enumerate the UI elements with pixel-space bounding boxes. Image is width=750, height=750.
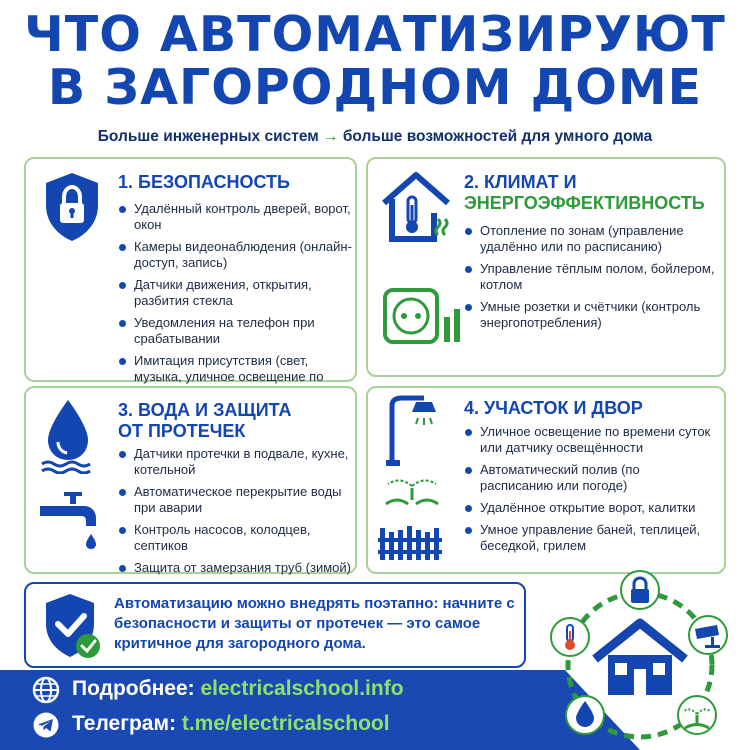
security-title: 1. БЕЗОПАСНОСТЬ: [118, 172, 290, 192]
smart-home-diagram: [545, 565, 735, 750]
street-lamp-icon: [382, 394, 442, 468]
thermometer-icon: [551, 618, 589, 656]
house-thermometer-icon: [378, 169, 454, 245]
sprinkler-small-icon: [678, 696, 716, 734]
subtitle-right: больше возможностей для умного дома: [342, 128, 653, 145]
water-drop-icon: [40, 398, 96, 474]
list-item: Автоматическое перекрытие воды при аварии: [118, 484, 354, 516]
climate-title: [464, 172, 705, 214]
security-list: [118, 201, 354, 407]
sprinkler-icon: [382, 472, 442, 508]
subtitle: [0, 128, 750, 146]
climate-title-line-2: ЭНЕРГОЭФФЕКТИВНОСТЬ: [464, 193, 705, 213]
website-link[interactable]: electricalschool.info: [200, 677, 404, 700]
climate-title-line-1: 2. КЛИМАТ И: [464, 172, 577, 192]
tip-text: Автоматизацию можно внедрять поэтапно: начните с безопасности и защиты от протечек — это самое критичное для загородного дома.: [114, 595, 515, 652]
telegram-link[interactable]: t.me/electricalschool: [181, 712, 390, 735]
list-item: Отопление по зонам (управление удалённо или по расписанию): [464, 223, 716, 255]
list-item: Имитация присутствия (свет, музыка, уличное освещение по: [118, 353, 354, 401]
list-item: Камеры видеонаблюдения (онлайн-доступ, запись): [118, 239, 354, 271]
list-item: Датчики протечки в подвале, кухне, котельной: [118, 446, 354, 478]
list-item: Управление тёплым полом, бойлером, котлом: [464, 261, 716, 293]
subtitle-left: Больше инженерных систем: [97, 128, 319, 145]
title-line-1: ЧТО АВТОМАТИЗИРУЮТ: [24, 6, 726, 63]
card-security: [24, 157, 357, 382]
card-water: [24, 386, 357, 574]
card-yard: [366, 386, 726, 574]
camera-icon: [689, 616, 727, 654]
list-item: Защита от замерзания труб (зимой): [118, 560, 354, 576]
list-item: Автоматический полив (по расписанию или погоде): [464, 462, 716, 494]
list-item: Уведомления на телефон при срабатывании: [118, 315, 354, 347]
list-item: Датчики движения, открытия, разбития стекла: [118, 277, 354, 309]
footer-telegram: [72, 712, 390, 736]
telegram-icon: [32, 711, 60, 739]
list-item: Уличное освещение по времени суток или датчику освещённости: [464, 424, 716, 456]
water-title-line-2: ОТ ПРОТЕЧЕК: [118, 421, 246, 441]
footer-website: [72, 677, 404, 701]
yard-list: [464, 424, 716, 560]
list-item: Контроль насосов, колодцев, септиков: [118, 522, 354, 554]
title-line-2: В ЗАГОРОДНОМ ДОМЕ: [47, 59, 703, 116]
climate-list: [464, 223, 716, 337]
globe-icon: [32, 676, 60, 704]
card-climate: [366, 157, 726, 377]
page-title: [0, 8, 750, 114]
shield-lock-icon: [42, 171, 102, 243]
water-title: [118, 400, 292, 442]
water-list: [118, 446, 354, 582]
drop-icon: [566, 696, 604, 734]
fence-icon: [378, 520, 446, 562]
house-icon: [595, 623, 685, 695]
water-title-line-1: 3. ВОДА И ЗАЩИТА: [118, 400, 292, 420]
lock-icon: [621, 571, 659, 609]
yard-title: 4. УЧАСТОК И ДВОР: [464, 398, 643, 418]
list-item: Умные розетки и счётчики (контроль энергопотребления): [464, 299, 716, 331]
socket-meter-icon: [382, 287, 468, 345]
list-item: Умное управление баней, теплицей, беседкой, грилем: [464, 522, 716, 554]
list-item: Удалённое открытие ворот, калитки: [464, 500, 716, 516]
shield-check-icon: [42, 592, 104, 662]
arrow-icon: →: [323, 128, 339, 145]
website-label: Подробнее:: [72, 677, 195, 700]
list-item: Удалённый контроль дверей, ворот, окон: [118, 201, 354, 233]
telegram-label: Телеграм:: [72, 712, 176, 735]
tip-box: [24, 582, 526, 668]
faucet-icon: [36, 488, 102, 554]
